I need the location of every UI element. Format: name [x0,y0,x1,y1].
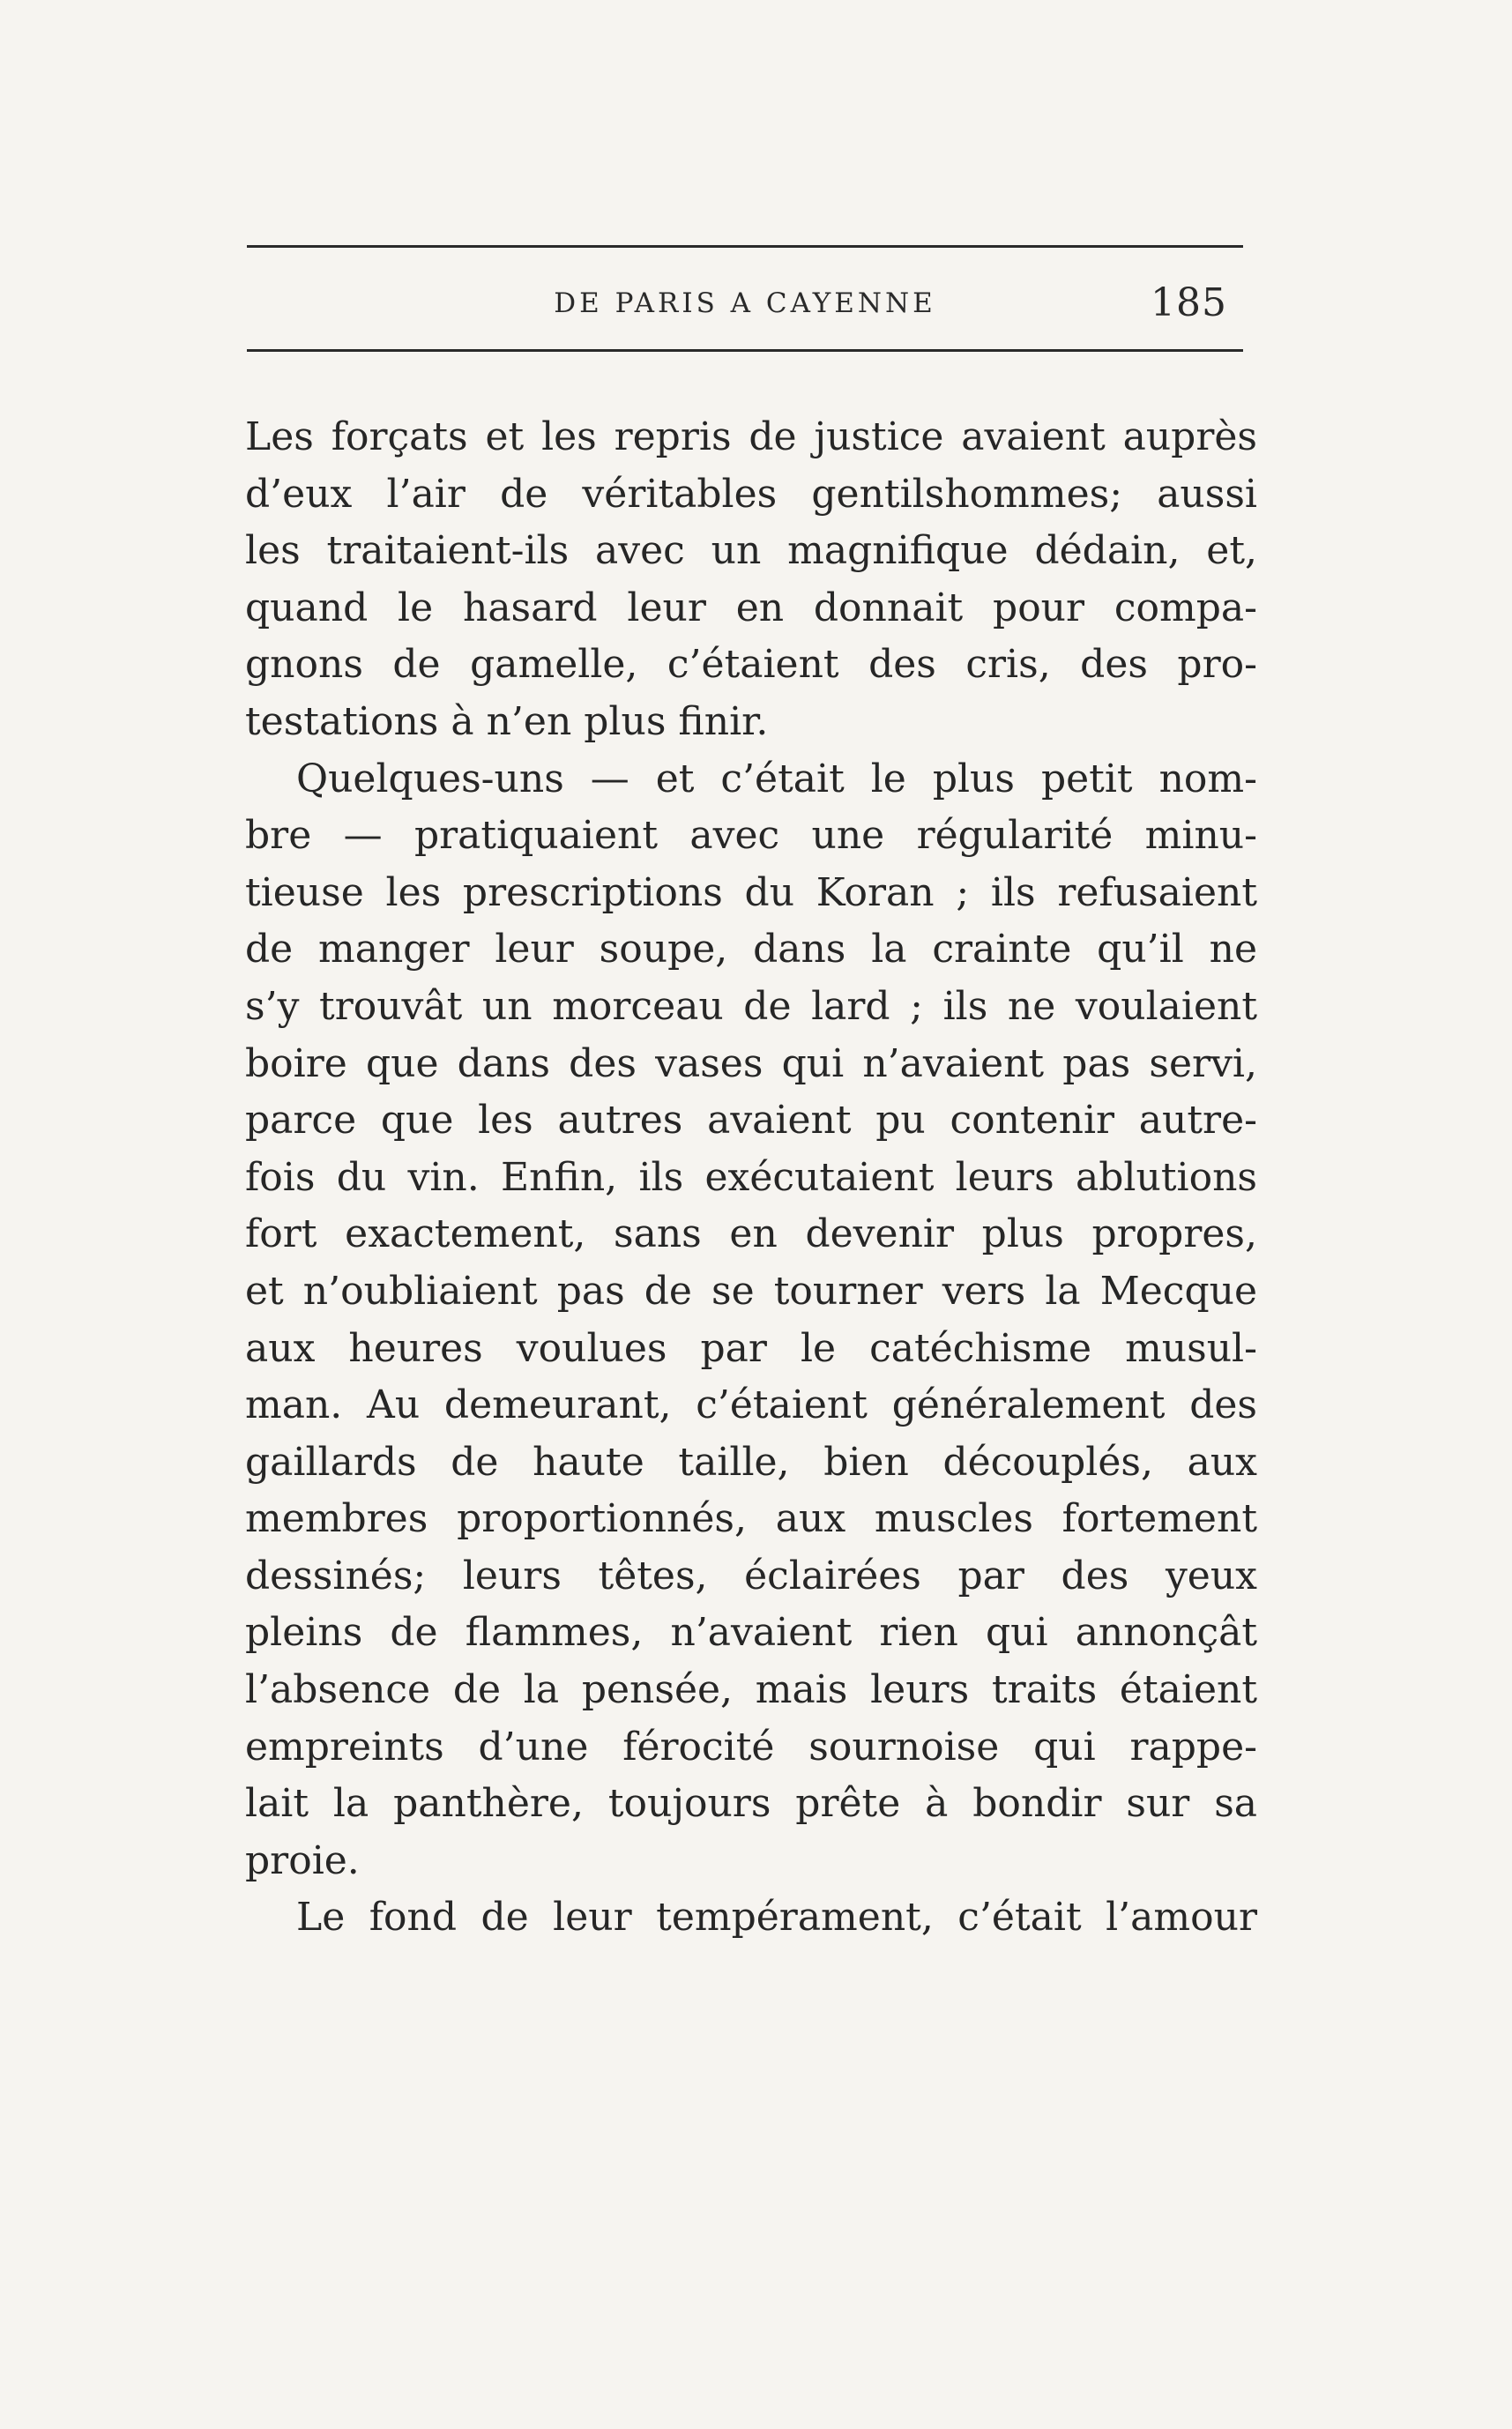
text-line: parce que les autres avaient pu contenir autre- [245,1098,1257,1144]
running-head [247,280,1243,333]
text-line: Les forçats et les repris de justice avaient auprès [245,414,1257,459]
header-rule-top [247,245,1243,248]
text-line: testations à n’en plus finir. [245,698,769,744]
text-line: fort exactement, sans en devenir plus propres, [245,1211,1257,1257]
text-line: gaillards de haute taille, bien découplés, aux [245,1439,1257,1485]
text-line: bre — pratiquaient avec une régularité minu- [245,813,1257,859]
running-title: DE PARIS A CAYENNE [554,287,936,319]
text-line: man. Au demeurant, c’étaient généralement des [245,1382,1257,1428]
text-line: boire que dans des vases qui n’avaient pas servi, [245,1040,1257,1086]
body-text [245,409,1257,1947]
text-line: dessinés; leurs têtes, éclairées par des yeux [245,1553,1257,1598]
text-line: Quelques-uns — et c’était le plus petit nom- [296,756,1257,801]
text-line: tieuse les prescriptions du Koran ; ils refusaient [245,869,1257,915]
text-line: proie. [245,1837,360,1883]
text-line: l’absence de la pensée, mais leurs traits étaient [245,1667,1257,1713]
text-line: les traitaient-ils avec un magnifique dédain, et, [245,528,1257,574]
text-line: empreints d’une férocité sournoise qui rappe- [245,1724,1257,1770]
text-line: pleins de flammes, n’avaient rien qui annonçât [245,1610,1257,1656]
text-line: membres proportionnés, aux muscles fortement [245,1496,1257,1542]
text-line: Le fond de leur tempérament, c’était l’amour [296,1895,1257,1941]
text-line: fois du vin. Enfin, ils exécutaient leurs ablutions [245,1154,1257,1200]
text-line: lait la panthère, toujours prête à bondir sur sa [245,1781,1257,1827]
page-number: 185 [1151,280,1227,325]
text-line: de manger leur soupe, dans la crainte qu’il ne [245,927,1257,972]
text-line: s’y trouvât un morceau de lard ; ils ne voulaient [245,983,1257,1029]
text-line: quand le hasard leur en donnait pour compa- [245,585,1257,630]
text-line: aux heures voulues par le catéchisme musul- [245,1325,1257,1371]
text-line: et n’oubliaient pas de se tourner vers la Mecque [245,1268,1257,1314]
header-rule-bottom [247,349,1243,352]
text-line: d’eux l’air de véritables gentilshommes; aussi [245,471,1257,517]
text-line: gnons de gamelle, c’étaient des cris, des pro- [245,642,1257,688]
